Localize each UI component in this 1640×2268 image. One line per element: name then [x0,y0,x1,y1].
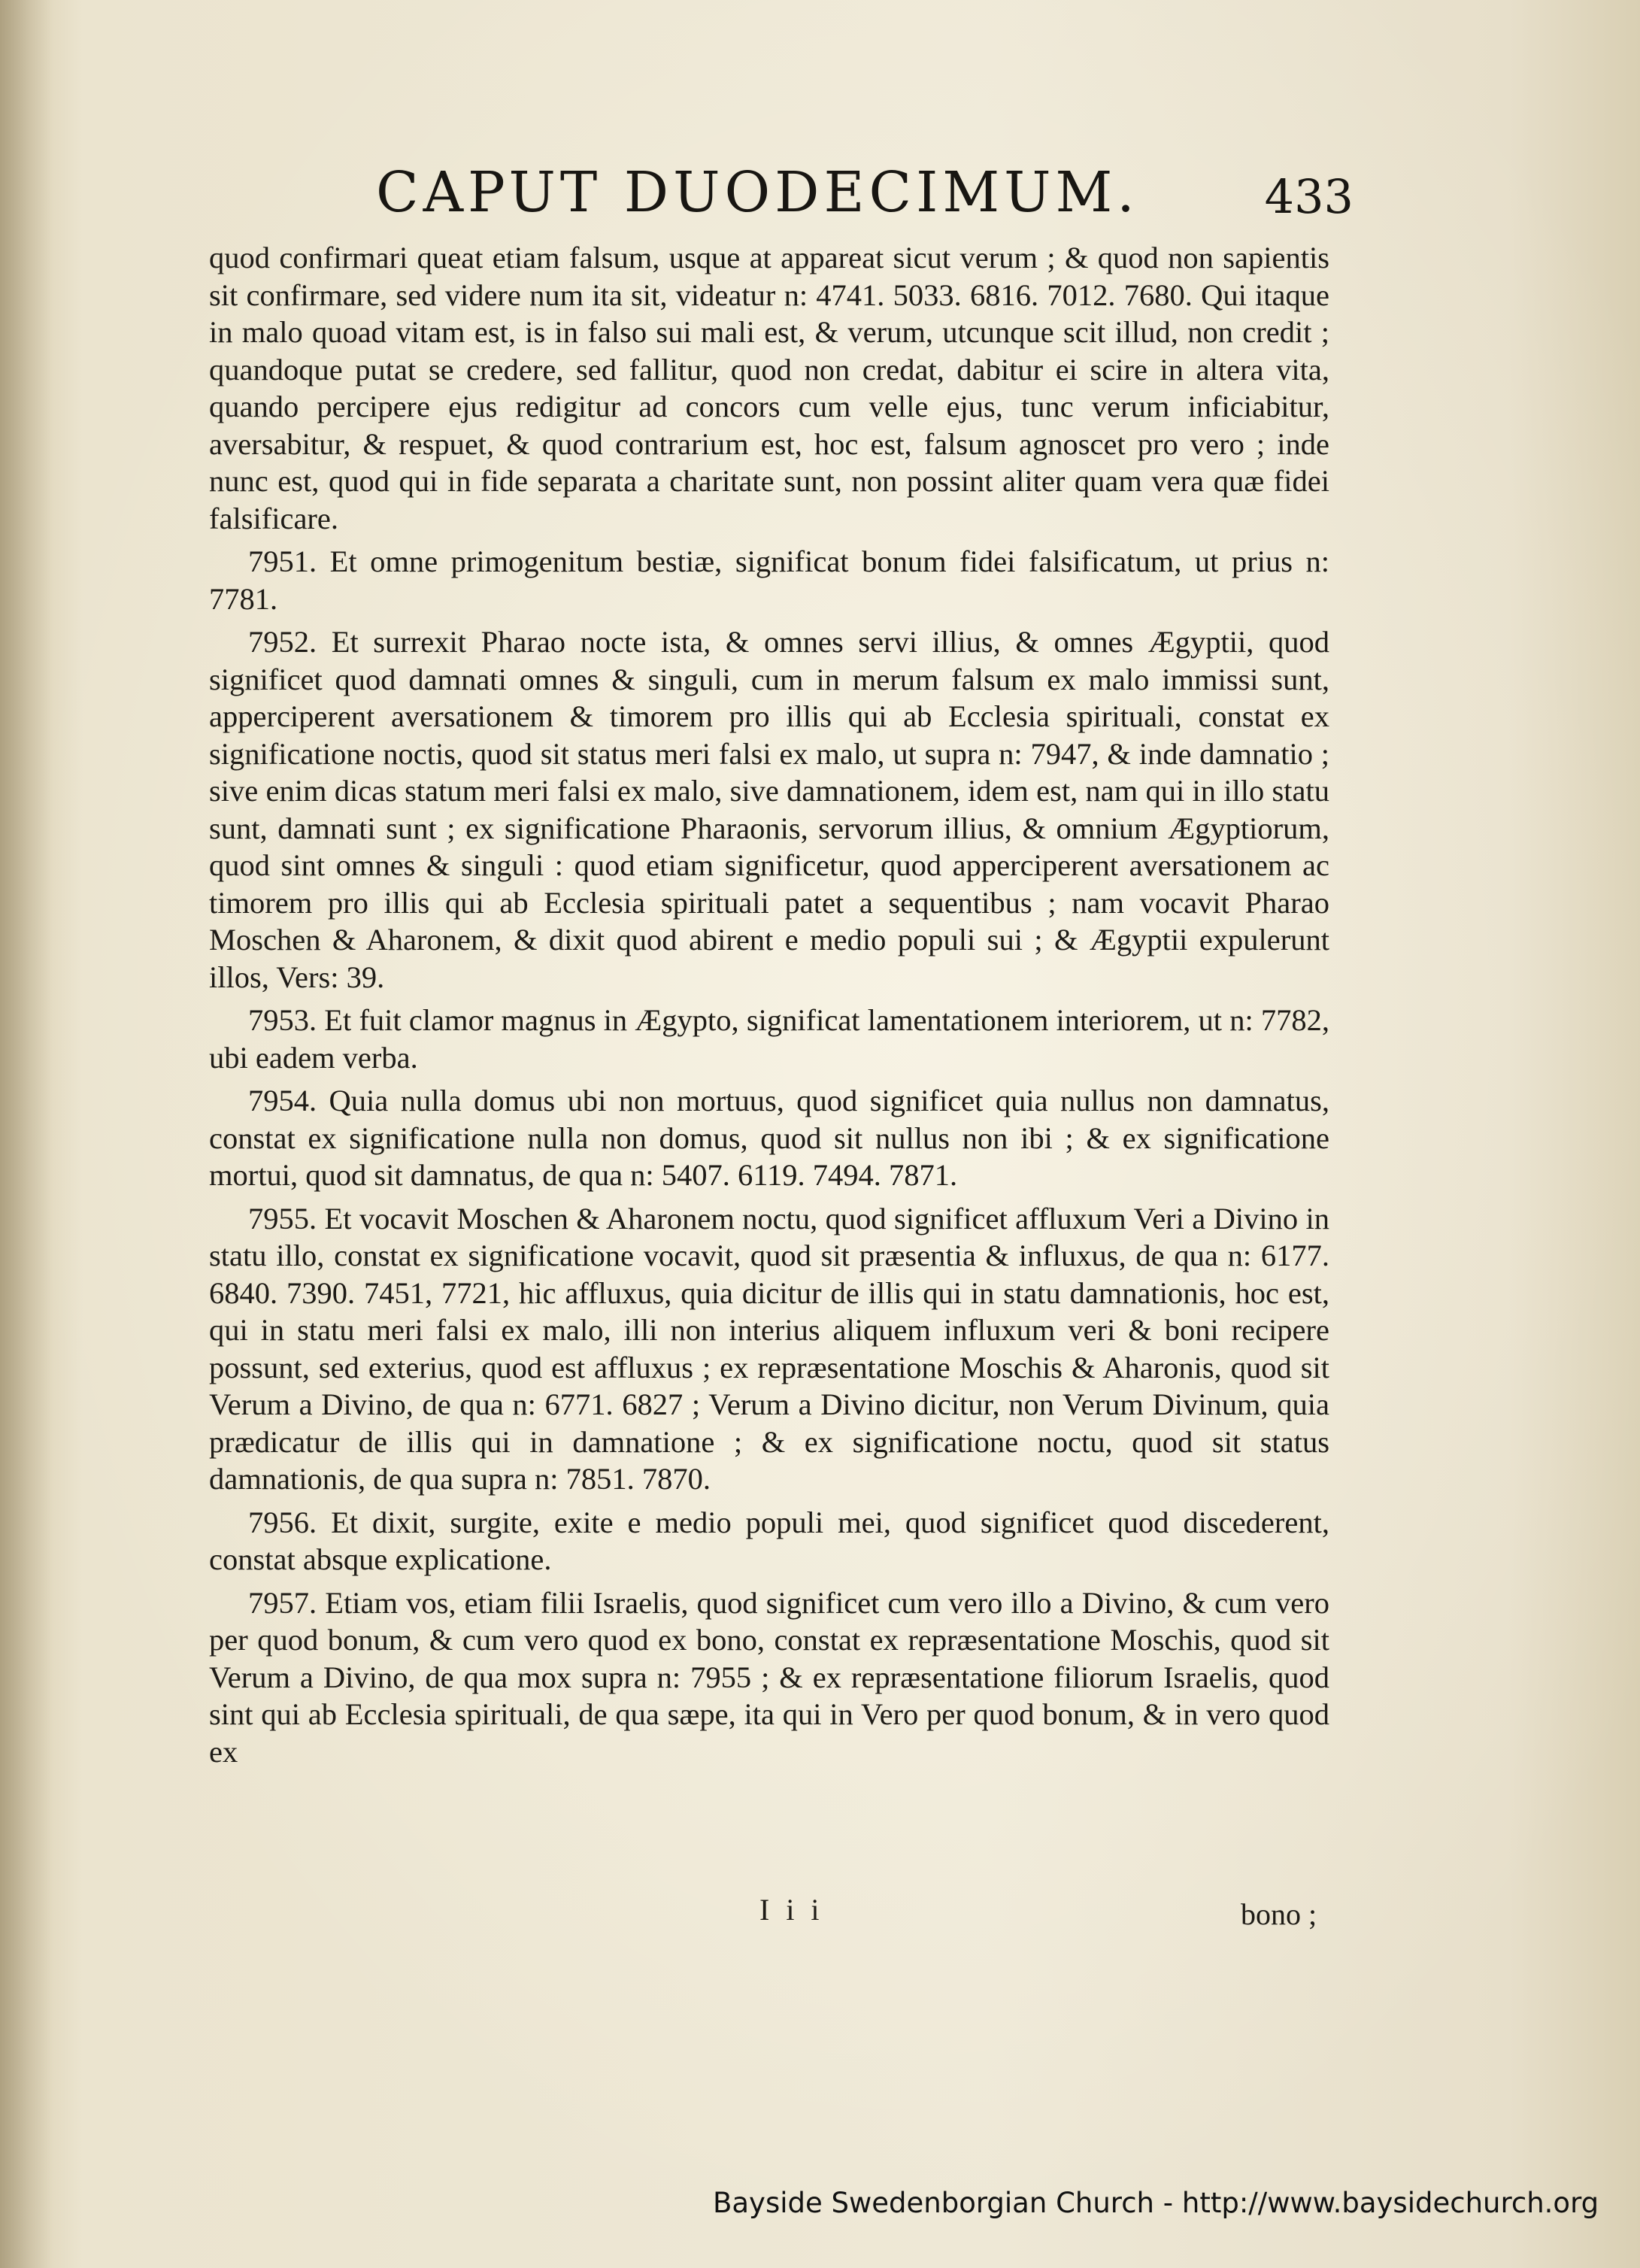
text-block [209,239,1329,1776]
paragraph-7955: 7955. Et vocavit Moschen & Aharonem noctu, quod significet affluxum Veri a Divino in statu illo, constat ex significatione vocavit, quod sit præsentia & influxus, de qua n: 6177. 6840. 7390. 7451, 7721, hic affluxus, quia dicitur de illis qui in statu damnationis, hoc est, qui in statu meri falsi ex malo, illi non interius aliquem influxum veri & boni recipere possunt, sed exterius, quod est affluxus ; ex repræsentatione Moschis & Aharonis, quod sit Verum a Divino, de qua n: 6771. 6827 ; Verum a Divino dicitur, non Verum Divinum, quia prædicatur de illis qui in damnatione ; & ex significatione noctu, quod sit status damnationis, de qua supra n: 7851. 7870. [209,1201,1329,1496]
page-number: 433 [1264,169,1354,224]
paragraph-7951: 7951. Et omne primogenitum bestiæ, significat bonum fidei falsificatum, ut prius n: 7781. [209,544,1329,616]
signature-mark: I i i [759,1893,824,1927]
paragraph-continued: quod confirmari queat etiam falsum, usque at appareat sicut verum ; & quod non sapientis sit confirmare, sed videre num ita sit, videatur n: 4741. 5033. 6816. 7012. 7680. Qui itaque in malo quoad vitam est, is in falso sui mali est, & verum, utcunque scit illud, non credit ; quandoque putat se credere, sed fallitur, quod non credat, dabitur ei scire in altera vita, quando percipere ejus redigitur ad concors cum velle ejus, tunc verum inficiabitur, aversabitur, & respuet, & quod contrarium est, hoc est, falsum agnoscet pro vero ; inde nunc est, quod qui in fide separata a charitate sunt, non possint aliter quam vera quæ fidei falsificare. [209,241,1329,535]
watermark-text: Bayside Swedenborgian Church - http://www.baysidechurch.org [713,2187,1599,2219]
binding-shadow [0,0,53,2268]
paragraph-7957: 7957. Etiam vos, etiam filii Israelis, quod significet cum vero illo a Divino, & cum vero per quod bonum, & cum vero quod ex bono, constat ex repræsentatione Moschis, quod sit Verum a Divino, de qua mox supra n: 7955 ; & ex repræsentatione filiorum Israelis, quod sint qui ab Ecclesia spirituali, de qua sæpe, ita qui in Vero per quod bonum, & in vero quod ex [209,1585,1329,1769]
catchword: bono ; [1241,1897,1317,1931]
paragraph-7956: 7956. Et dixit, surgite, exite e medio populi mei, quod significet quod discederent, constat absque explicatione. [209,1505,1329,1576]
chapter-title: CAPUT DUODECIMUM. [376,160,1139,225]
running-head [211,154,1354,237]
paragraph-7954: 7954. Quia nulla domus ubi non mortuus, quod significet quia nullus non damnatus, constat ex significatione nulla non domus, quod sit nullus non ibi ; & ex significatione mortui, quod sit damnatus, de qua n: 5407. 6119. 7494. 7871. [209,1084,1329,1192]
paragraph-7953: 7953. Et fuit clamor magnus in Ægypto, significat lamentationem interiorem, ut n: 7782, ubi eadem verba. [209,1003,1329,1075]
paragraph-7952: 7952. Et surrexit Pharao nocte ista, & omnes servi illius, & omnes Ægyptii, quod significet quod damnati omnes & singuli, cum in merum falsum ex malo immissi sunt, apperciperent aversationem & timorem pro illis qui ab Ecclesia spirituali, constat ex significatione noctis, quod sit status meri falsi ex malo, ut supra n: 7947, & inde damnatio ; sive enim dicas statum meri falsi ex malo, sive damnationem, idem est, nam qui in illo statu sunt, damnati sunt ; ex significatione Pharaonis, servorum illius, & omnium Ægyptiorum, quod sint omnes & singuli : quod etiam significetur, quod apperciperent aversationem ac timorem pro illis qui ab Ecclesia spirituali patet a sequentibus ; nam vocavit Pharao Moschen & Aharonem, & dixit quod abirent e medio populi sui ; & Ægyptii expulerunt illos, Vers: 39. [209,625,1329,994]
